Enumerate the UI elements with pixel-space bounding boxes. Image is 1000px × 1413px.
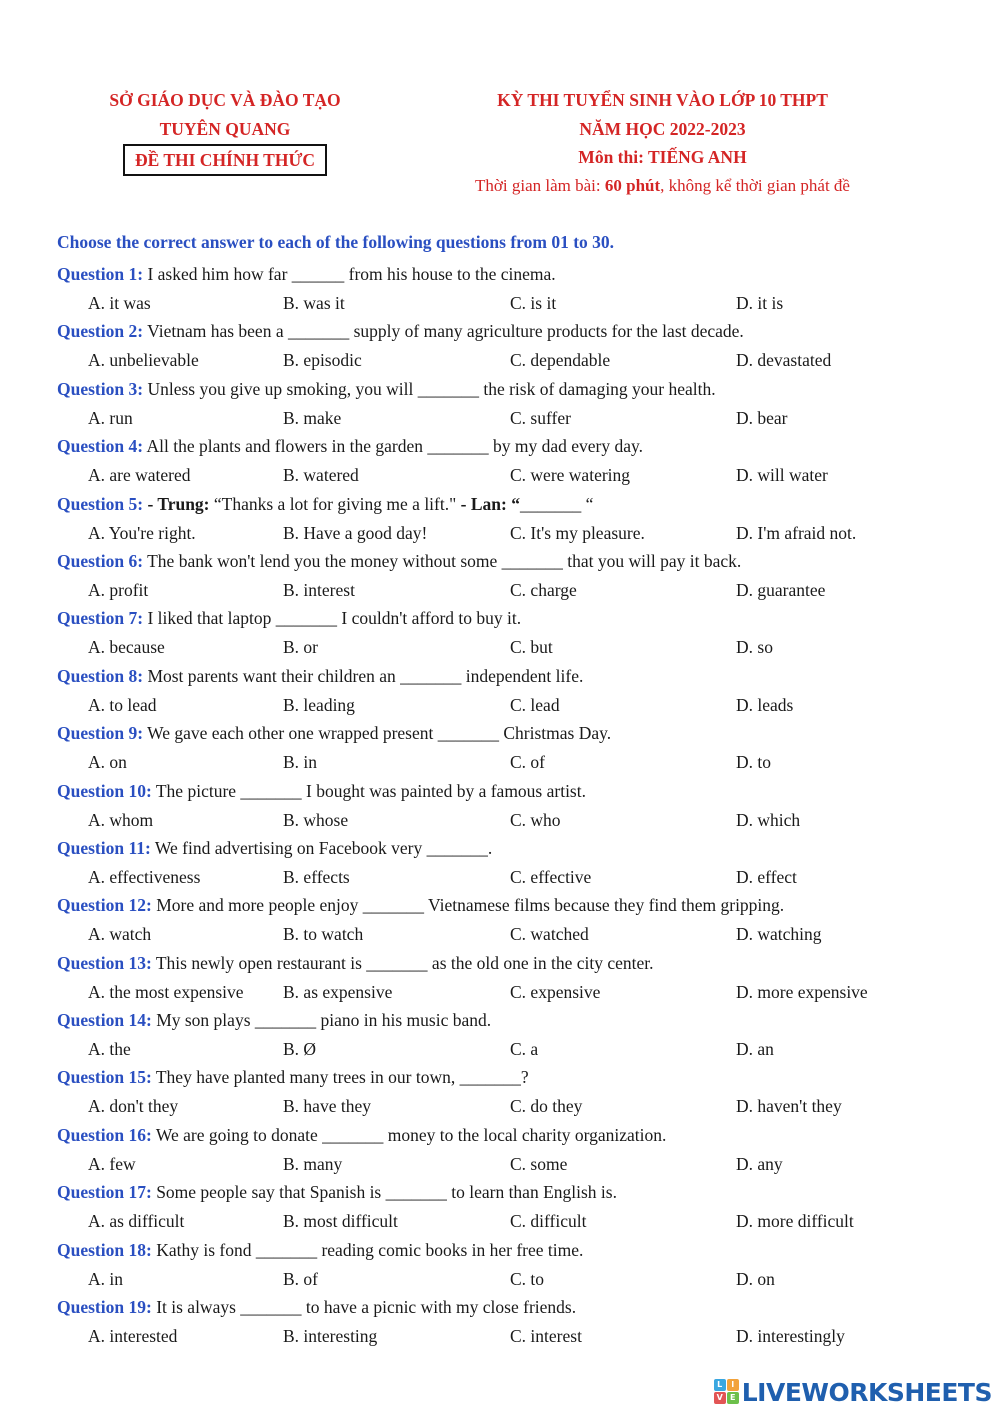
question-stem (57, 604, 957, 633)
official-exam-badge: ĐỀ THI CHÍNH THỨC (123, 144, 327, 176)
answer-options (57, 346, 957, 374)
answer-option-d: D. an (736, 1039, 774, 1060)
speaker-name: - Lan: “ (456, 493, 520, 514)
answer-option-b: B. was it (283, 293, 345, 313)
answer-option-a: A. run (88, 407, 133, 428)
question-label: Question 11: (57, 837, 151, 858)
answer-option-a: A. don't they (88, 1096, 179, 1117)
answer-option-c: C. do they (510, 1096, 583, 1117)
province-name: TUYÊN QUANG (159, 118, 291, 139)
question-text: I liked that laptop _______ I couldn't afford to buy it. (143, 608, 522, 629)
question-2 (57, 317, 957, 374)
answer-option-a: A. to lead (88, 694, 157, 715)
answer-option-a: A. the (88, 1039, 131, 1060)
answer-option-c: C. effective (510, 866, 592, 887)
answer-option-a: A. interested (88, 1326, 178, 1347)
question-16 (57, 1121, 957, 1178)
answer-option-b: B. Have a good day! (283, 522, 428, 543)
answer-option-b: B. of (283, 1268, 318, 1289)
instructions: Choose the correct answer to each of the following questions from 01 to 30. (57, 232, 615, 252)
question-label: Question 17: (57, 1182, 152, 1203)
dialogue-blank: _______ “ (519, 493, 594, 514)
question-label: Question 10: (57, 780, 152, 801)
question-3 (57, 375, 957, 432)
answer-option-c: C. is it (510, 293, 557, 313)
answer-option-d: D. devastated (736, 350, 832, 371)
question-text: Some people say that Spanish is _______ to learn than English is. (151, 1182, 617, 1203)
question-10 (57, 777, 957, 834)
question-14 (57, 1006, 957, 1063)
answer-option-a: A. unbelievable (88, 350, 199, 371)
answer-option-b: B. have they (283, 1096, 371, 1117)
answer-option-b: B. episodic (283, 350, 362, 371)
answer-option-c: C. suffer (510, 407, 571, 428)
question-11 (57, 834, 957, 891)
answer-option-a: A. in (88, 1268, 123, 1289)
answer-options (57, 1322, 957, 1350)
question-label: Question 19: (57, 1297, 152, 1318)
question-stem (57, 1178, 957, 1207)
answer-options (57, 978, 957, 1006)
answer-option-c: C. were watering (510, 465, 631, 486)
question-stem (57, 1006, 957, 1035)
question-text: It is always _______ to have a picnic with my close friends. (151, 1297, 577, 1318)
answer-option-d: D. more difficult (736, 1211, 854, 1232)
question-8 (57, 662, 957, 719)
answer-option-a: A. few (88, 1153, 136, 1174)
question-text: They have planted many trees in our town, _______? (151, 1067, 529, 1088)
question-12 (57, 891, 957, 948)
question-text: This newly open restaurant is _______ as the old one in the city center. (151, 952, 654, 973)
answer-option-d: D. it is (736, 293, 784, 313)
question-stem (57, 490, 957, 519)
answer-option-d: D. leads (736, 694, 794, 715)
answer-options (57, 1265, 957, 1293)
answer-option-c: C. some (510, 1153, 568, 1174)
answer-option-c: C. watched (510, 924, 589, 945)
answer-option-a: A. on (88, 752, 127, 773)
question-stem (57, 777, 957, 806)
subject: Môn thi: TIẾNG ANH (578, 147, 747, 167)
watermark-text: LIVEWORKSHEETS (741, 1377, 992, 1407)
question-label: Question 1: (57, 264, 144, 284)
answer-option-d: D. on (736, 1268, 775, 1289)
answer-option-b: B. most difficult (283, 1211, 398, 1232)
question-stem (57, 1293, 957, 1322)
answer-option-d: D. bear (736, 407, 788, 428)
answer-option-c: C. but (510, 637, 553, 658)
question-label: Question 12: (57, 895, 152, 916)
answer-option-d: D. which (736, 809, 801, 830)
answer-option-d: D. I'm afraid not. (736, 522, 857, 543)
answer-option-b: B. many (283, 1153, 343, 1174)
question-stem (57, 317, 957, 346)
question-list (57, 260, 957, 1350)
answer-option-d: D. guarantee (736, 579, 826, 600)
question-9 (57, 719, 957, 776)
liveworksheets-watermark (714, 1377, 992, 1407)
liveworksheets-logo-icon: L I V E (714, 1379, 740, 1405)
answer-option-b: B. Ø (283, 1039, 317, 1060)
question-1 (57, 260, 957, 317)
question-stem (57, 1236, 957, 1265)
question-text: The picture _______ I bought was painted by a famous artist. (151, 780, 586, 801)
question-stem (57, 662, 957, 691)
answer-option-c: C. difficult (510, 1211, 587, 1232)
answer-option-a: A. it was (88, 293, 151, 313)
question-label: Question 9: (57, 723, 144, 744)
answer-option-d: D. interestingly (736, 1326, 845, 1347)
question-text: We are going to donate _______ money to the local charity organization. (151, 1124, 667, 1145)
answer-option-d: D. will water (736, 465, 828, 486)
answer-option-c: C. charge (510, 579, 577, 600)
answer-option-a: A. as difficult (88, 1211, 185, 1232)
question-stem (57, 1063, 957, 1092)
question-stem (57, 432, 957, 461)
answer-option-a: A. the most expensive (88, 981, 244, 1002)
question-stem (57, 375, 957, 404)
question-19 (57, 1293, 957, 1350)
answer-option-c: C. dependable (510, 350, 611, 371)
answer-option-a: A. You're right. (88, 522, 196, 543)
answer-option-c: C. of (510, 752, 545, 773)
question-text: We gave each other one wrapped present _______ Christmas Day. (143, 723, 612, 744)
question-stem (57, 260, 957, 289)
answer-options (57, 404, 957, 432)
answer-options (57, 863, 957, 891)
answer-option-a: A. because (88, 637, 165, 658)
answer-option-a: A. are watered (88, 465, 191, 486)
answer-option-a: A. watch (88, 924, 152, 945)
school-year: NĂM HỌC 2022-2023 (579, 118, 746, 139)
question-stem (57, 547, 957, 576)
answer-option-c: C. lead (510, 694, 560, 715)
question-stem (57, 949, 957, 978)
question-label: Question 14: (57, 1010, 152, 1031)
question-stem (57, 719, 957, 748)
question-6 (57, 547, 957, 604)
question-label: Question 2: (57, 321, 144, 342)
answer-option-c: C. It's my pleasure. (510, 522, 645, 543)
answer-option-c: C. to (510, 1268, 545, 1289)
answer-option-b: B. or (283, 637, 318, 658)
question-7 (57, 604, 957, 661)
answer-options (57, 633, 957, 661)
question-label: Question 5: (57, 493, 144, 514)
question-text: Unless you give up smoking, you will _______ the risk of damaging your health. (143, 378, 716, 399)
answer-option-d: D. watching (736, 924, 822, 945)
answer-options (57, 289, 957, 317)
exam-header (425, 86, 900, 200)
question-stem (57, 1121, 957, 1150)
answer-option-b: B. to watch (283, 924, 364, 945)
exam-title: KỲ THI TUYỂN SINH VÀO LỚP 10 THPT (497, 90, 828, 110)
answer-option-a: A. whom (88, 809, 154, 830)
dialogue-line: “Thanks a lot for giving me a lift." (209, 493, 457, 514)
answer-option-d: D. so (736, 637, 773, 658)
answer-option-d: D. more expensive (736, 981, 868, 1002)
question-text: Most parents want their children an _______ independent life. (143, 665, 584, 686)
question-label: Question 16: (57, 1124, 152, 1145)
answer-options (57, 1092, 957, 1120)
answer-option-b: B. interest (283, 579, 355, 600)
question-text: My son plays _______ piano in his music band. (151, 1010, 492, 1031)
question-13 (57, 949, 957, 1006)
answer-option-b: B. effects (283, 866, 350, 887)
answer-options (57, 748, 957, 776)
answer-option-b: B. watered (283, 465, 359, 486)
speaker-name: - Trung: (143, 493, 210, 514)
question-label: Question 7: (57, 608, 144, 629)
answer-options (57, 461, 957, 489)
question-text: All the plants and flowers in the garden _______ by my dad every day. (143, 436, 643, 457)
answer-option-d: D. to (736, 752, 771, 773)
department-name: SỞ GIÁO DỤC VÀ ĐÀO TẠO (109, 90, 341, 110)
answer-options (57, 576, 957, 604)
answer-option-b: B. as expensive (283, 981, 393, 1002)
answer-option-b: B. whose (283, 809, 349, 830)
answer-option-d: D. any (736, 1153, 783, 1174)
answer-option-a: A. profit (88, 579, 149, 600)
question-label: Question 15: (57, 1067, 152, 1088)
answer-option-b: B. leading (283, 694, 355, 715)
answer-options (57, 691, 957, 719)
question-text: We find advertising on Facebook very _______. (150, 837, 493, 858)
answer-options (57, 806, 957, 834)
question-label: Question 18: (57, 1239, 152, 1260)
question-label: Question 13: (57, 952, 152, 973)
question-label: Question 6: (57, 550, 144, 571)
answer-option-d: D. haven't they (736, 1096, 842, 1117)
answer-options (57, 920, 957, 948)
question-label: Question 4: (57, 436, 144, 457)
question-18 (57, 1236, 957, 1293)
question-label: Question 8: (57, 665, 144, 686)
answer-options (57, 519, 957, 547)
answer-option-c: C. who (510, 809, 561, 830)
answer-options (57, 1207, 957, 1235)
time-duration: 60 phút (604, 175, 661, 195)
question-label: Question 3: (57, 378, 144, 399)
answer-option-c: C. interest (510, 1326, 582, 1347)
answer-options (57, 1035, 957, 1063)
answer-option-d: D. effect (736, 866, 797, 887)
question-stem (57, 891, 957, 920)
question-5 (57, 490, 957, 547)
question-4 (57, 432, 957, 489)
school-header (60, 86, 390, 176)
answer-options (57, 1150, 957, 1178)
question-text: More and more people enjoy _______ Vietnamese films because they find them gripping. (151, 895, 785, 916)
answer-option-b: B. in (283, 752, 318, 773)
question-15 (57, 1063, 957, 1120)
answer-option-a: A. effectiveness (88, 866, 201, 887)
question-17 (57, 1178, 957, 1235)
question-text: Vietnam has been a _______ supply of many agriculture products for the last decade. (143, 321, 744, 342)
question-text: The bank won't lend you the money without some _______ that you will pay it back. (143, 550, 742, 571)
answer-option-b: B. interesting (283, 1326, 378, 1347)
question-text: I asked him how far ______ from his house to the cinema. (143, 264, 556, 284)
question-stem (57, 834, 957, 863)
answer-option-b: B. make (283, 407, 342, 428)
question-text: Kathy is fond _______ reading comic books in her free time. (151, 1239, 584, 1260)
answer-option-c: C. a (510, 1039, 539, 1060)
time-limit: Thời gian làm bài: 60 phút, không kể thời gian phát đề (475, 175, 850, 195)
answer-option-c: C. expensive (510, 981, 601, 1002)
